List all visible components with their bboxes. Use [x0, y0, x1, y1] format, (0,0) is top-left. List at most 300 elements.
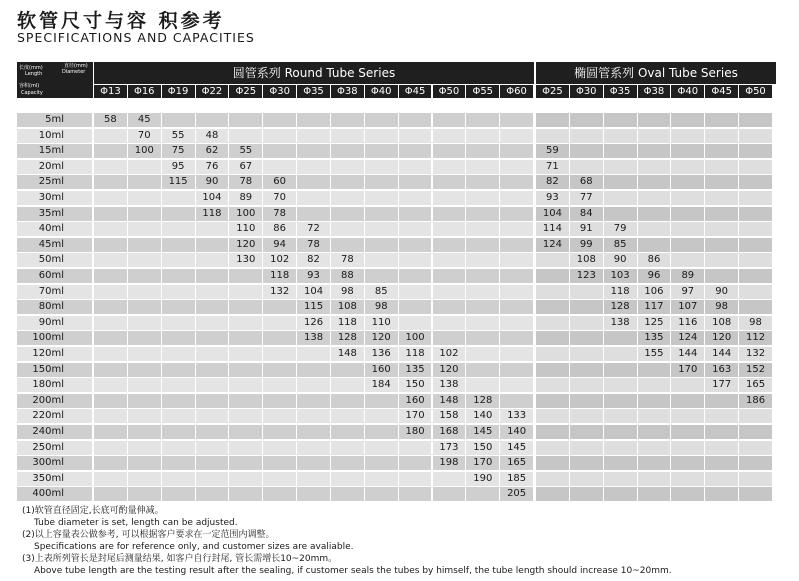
round-value-cell [229, 331, 262, 345]
oval-value-cell [705, 441, 738, 455]
round-value-cell [500, 222, 533, 236]
round-value-cell [229, 394, 262, 408]
table-row [17, 160, 776, 174]
oval-value-cell [638, 487, 671, 501]
round-value-cell [500, 253, 533, 267]
round-value-cell [331, 191, 364, 205]
round-value-cell [263, 300, 296, 314]
round-value-cell [263, 363, 296, 377]
oval-value-cell [536, 472, 569, 486]
round-value-cell: 62 [196, 144, 229, 158]
oval-value-cell [705, 253, 738, 267]
header-length-zh: 长度(mm) [19, 65, 43, 71]
round-value-cell [433, 144, 466, 158]
round-value-cell [162, 253, 195, 267]
round-value-cell: 100 [399, 331, 432, 345]
round-value-cell [196, 347, 229, 361]
round-value-cell [331, 363, 364, 377]
round-value-cell [365, 409, 398, 423]
round-value-cell [297, 191, 330, 205]
round-value-cell [466, 222, 499, 236]
oval-value-cell [570, 441, 603, 455]
oval-value-cell: 90 [604, 253, 637, 267]
round-value-cell [128, 285, 161, 299]
round-value-cell [399, 487, 432, 501]
oval-value-cell: 144 [705, 347, 738, 361]
round-value-cell: 58 [94, 113, 127, 127]
round-value-cell [128, 347, 161, 361]
table-row [17, 207, 776, 221]
oval-value-cell: 128 [604, 300, 637, 314]
round-col-header: Φ35 [297, 85, 330, 98]
round-value-cell [433, 113, 466, 127]
oval-value-cell [671, 160, 704, 174]
round-series-title: 圆管系列 Round Tube Series [232, 66, 396, 80]
round-value-cell [500, 316, 533, 330]
round-value-cell [229, 269, 262, 283]
oval-value-cell: 135 [638, 331, 671, 345]
oval-value-cell: 104 [536, 207, 569, 221]
round-col-header: Φ22 [196, 85, 229, 98]
oval-value-cell: 170 [671, 363, 704, 377]
round-value-cell [433, 269, 466, 283]
round-value-cell: 118 [263, 269, 296, 283]
oval-value-cell [671, 175, 704, 189]
oval-value-cell [604, 394, 637, 408]
round-value-cell [466, 285, 499, 299]
round-value-cell [331, 472, 364, 486]
oval-value-cell [705, 175, 738, 189]
round-value-cell [331, 207, 364, 221]
round-value-cell: 98 [331, 285, 364, 299]
capacity-label: 240ml [17, 425, 92, 439]
oval-value-cell [604, 129, 637, 143]
round-value-cell [128, 425, 161, 439]
oval-value-cell [638, 409, 671, 423]
oval-value-cell [638, 456, 671, 470]
round-value-cell: 198 [433, 456, 466, 470]
round-value-cell [433, 487, 466, 501]
oval-value-cell [570, 409, 603, 423]
round-value-cell [466, 191, 499, 205]
oval-value-cell [570, 316, 603, 330]
round-value-cell [128, 300, 161, 314]
header-length-en: Length [25, 71, 43, 77]
oval-value-cell [536, 316, 569, 330]
oval-value-cell [570, 331, 603, 345]
oval-value-cell [604, 456, 637, 470]
round-value-cell: 82 [297, 253, 330, 267]
oval-value-cell [705, 425, 738, 439]
round-value-cell [128, 487, 161, 501]
oval-value-cell [739, 285, 772, 299]
round-value-cell [263, 378, 296, 392]
round-value-cell: 133 [500, 409, 533, 423]
round-value-cell: 76 [196, 160, 229, 174]
round-value-cell [94, 207, 127, 221]
oval-value-cell: 99 [570, 238, 603, 252]
oval-value-cell: 97 [671, 285, 704, 299]
oval-value-cell [570, 394, 603, 408]
round-value-cell [365, 175, 398, 189]
round-value-cell [399, 129, 432, 143]
round-value-cell [297, 378, 330, 392]
round-value-cell [229, 487, 262, 501]
oval-value-cell [536, 269, 569, 283]
round-value-cell [162, 222, 195, 236]
oval-value-cell [705, 222, 738, 236]
oval-value-cell [536, 441, 569, 455]
round-value-cell [128, 238, 161, 252]
oval-value-cell [671, 253, 704, 267]
round-value-cell [196, 316, 229, 330]
round-value-cell [500, 378, 533, 392]
round-col-header: Φ40 [365, 85, 398, 98]
oval-value-cell: 163 [705, 363, 738, 377]
round-value-cell [94, 316, 127, 330]
round-value-cell [500, 269, 533, 283]
round-value-cell [331, 441, 364, 455]
round-value-cell [94, 253, 127, 267]
round-value-cell [399, 113, 432, 127]
round-value-cell [500, 113, 533, 127]
oval-value-cell [638, 191, 671, 205]
round-value-cell [263, 441, 296, 455]
round-value-cell: 89 [229, 191, 262, 205]
round-value-cell: 93 [297, 269, 330, 283]
oval-value-cell: 144 [671, 347, 704, 361]
round-value-cell [94, 285, 127, 299]
round-value-cell [196, 113, 229, 127]
round-value-cell [297, 363, 330, 377]
round-value-cell [94, 300, 127, 314]
round-value-cell: 78 [229, 175, 262, 189]
round-value-cell [331, 394, 364, 408]
round-value-cell [94, 129, 127, 143]
oval-value-cell [570, 487, 603, 501]
round-value-cell: 55 [162, 129, 195, 143]
round-value-cell [162, 331, 195, 345]
capacity-label: 15ml [17, 144, 92, 158]
oval-value-cell [739, 144, 772, 158]
oval-value-cell [638, 394, 671, 408]
round-value-cell [399, 144, 432, 158]
round-col-header: Φ60 [500, 85, 533, 98]
oval-value-cell: 86 [638, 253, 671, 267]
oval-value-cell: 79 [604, 222, 637, 236]
round-value-cell [365, 456, 398, 470]
oval-value-cell [739, 191, 772, 205]
capacity-label: 60ml [17, 269, 92, 283]
oval-value-cell [671, 238, 704, 252]
round-value-cell [94, 175, 127, 189]
round-value-cell [433, 191, 466, 205]
round-value-cell [433, 129, 466, 143]
round-value-cell: 160 [365, 363, 398, 377]
round-value-cell [433, 253, 466, 267]
round-value-cell [196, 378, 229, 392]
round-value-cell [128, 269, 161, 283]
oval-value-cell: 112 [739, 331, 772, 345]
oval-value-cell [604, 144, 637, 158]
round-value-cell [263, 472, 296, 486]
round-value-cell [128, 472, 161, 486]
round-value-cell: 104 [196, 191, 229, 205]
round-col-header: Φ30 [263, 85, 296, 98]
round-value-cell [399, 441, 432, 455]
round-value-cell [466, 331, 499, 345]
round-value-cell [162, 285, 195, 299]
round-value-cell [297, 129, 330, 143]
oval-value-cell [604, 409, 637, 423]
oval-value-cell [604, 472, 637, 486]
round-value-cell [466, 300, 499, 314]
round-value-cell [196, 487, 229, 501]
round-value-cell [94, 409, 127, 423]
round-value-cell [365, 487, 398, 501]
round-value-cell [128, 175, 161, 189]
round-value-cell [94, 394, 127, 408]
round-value-cell: 72 [297, 222, 330, 236]
oval-value-cell [739, 222, 772, 236]
round-value-cell [433, 222, 466, 236]
capacity-label: 300ml [17, 456, 92, 470]
capacity-label: 20ml [17, 160, 92, 174]
table-header [17, 62, 776, 98]
round-col-header: Φ25 [229, 85, 262, 98]
round-value-cell [466, 269, 499, 283]
note-zh: (3)上表所列管长是封尾后测量结果, 如客户自行封尾, 管长需增长10~20mm。 [22, 554, 338, 564]
table-row [17, 378, 776, 392]
round-value-cell [433, 285, 466, 299]
round-value-cell [263, 316, 296, 330]
round-value-cell [196, 238, 229, 252]
round-value-cell [331, 222, 364, 236]
round-value-cell [128, 160, 161, 174]
round-value-cell [196, 285, 229, 299]
oval-value-cell [536, 378, 569, 392]
round-value-cell: 110 [229, 222, 262, 236]
round-value-cell [500, 129, 533, 143]
round-value-cell [500, 144, 533, 158]
round-col-header: Φ50 [433, 85, 466, 98]
round-value-cell [433, 331, 466, 345]
oval-value-cell [638, 238, 671, 252]
round-value-cell [399, 285, 432, 299]
footnotes [22, 505, 792, 577]
oval-value-cell: 77 [570, 191, 603, 205]
round-col-header: Φ19 [162, 85, 195, 98]
round-value-cell: 120 [365, 331, 398, 345]
oval-value-cell [638, 175, 671, 189]
note-zh: (1)软管直径固定,长底可酌量伸减。 [22, 506, 164, 516]
round-value-cell: 78 [331, 253, 364, 267]
oval-value-cell [604, 331, 637, 345]
round-value-cell [94, 191, 127, 205]
round-value-cell: 140 [466, 409, 499, 423]
oval-value-cell: 84 [570, 207, 603, 221]
round-value-cell: 48 [196, 129, 229, 143]
table-row [17, 409, 776, 423]
round-value-cell [229, 347, 262, 361]
oval-value-cell [671, 113, 704, 127]
round-value-cell: 102 [263, 253, 296, 267]
round-value-cell: 118 [196, 207, 229, 221]
oval-value-cell: 138 [604, 316, 637, 330]
capacity-label: 10ml [17, 129, 92, 143]
round-value-cell [466, 175, 499, 189]
oval-value-cell: 124 [536, 238, 569, 252]
oval-value-cell [671, 409, 704, 423]
round-value-cell [399, 269, 432, 283]
round-value-cell: 185 [500, 472, 533, 486]
round-value-cell: 138 [433, 378, 466, 392]
note-en: Tube diameter is set, length can be adjusted. [34, 518, 238, 528]
oval-value-cell [671, 487, 704, 501]
oval-value-cell: 165 [739, 378, 772, 392]
round-value-cell [263, 394, 296, 408]
round-value-cell [466, 129, 499, 143]
round-value-cell [196, 331, 229, 345]
round-value-cell [128, 191, 161, 205]
oval-value-cell [604, 191, 637, 205]
round-value-cell [128, 394, 161, 408]
oval-value-cell [604, 441, 637, 455]
round-value-cell [162, 347, 195, 361]
oval-col-header: Φ40 [671, 85, 704, 98]
round-value-cell [94, 222, 127, 236]
round-value-cell [365, 113, 398, 127]
oval-value-cell [536, 285, 569, 299]
oval-value-cell: 124 [671, 331, 704, 345]
oval-value-cell: 132 [739, 347, 772, 361]
round-value-cell [500, 347, 533, 361]
oval-value-cell [638, 441, 671, 455]
round-value-cell [297, 487, 330, 501]
oval-value-cell [739, 129, 772, 143]
round-value-cell [128, 207, 161, 221]
note-en: Specifications are for reference only, and customer sizes are avaliable. [34, 542, 354, 552]
round-value-cell [128, 331, 161, 345]
round-value-cell [263, 487, 296, 501]
capacity-label: 120ml [17, 347, 92, 361]
round-value-cell [263, 113, 296, 127]
round-value-cell: 135 [399, 363, 432, 377]
round-value-cell: 88 [331, 269, 364, 283]
round-value-cell [94, 269, 127, 283]
header-capacity-en: Capacity [21, 90, 43, 96]
round-value-cell: 140 [500, 425, 533, 439]
oval-value-cell [739, 472, 772, 486]
capacity-label: 80ml [17, 300, 92, 314]
round-value-cell [500, 300, 533, 314]
round-value-cell [196, 472, 229, 486]
round-value-cell [196, 425, 229, 439]
round-col-header: Φ16 [128, 85, 161, 98]
round-value-cell: 145 [500, 441, 533, 455]
round-value-cell [162, 238, 195, 252]
round-value-cell [297, 347, 330, 361]
round-value-cell [433, 160, 466, 174]
capacity-label: 30ml [17, 191, 92, 205]
round-value-cell: 100 [128, 144, 161, 158]
round-value-cell [229, 316, 262, 330]
round-value-cell: 136 [365, 347, 398, 361]
round-value-cell [365, 441, 398, 455]
oval-value-cell [638, 129, 671, 143]
oval-value-cell [739, 175, 772, 189]
round-value-cell: 173 [433, 441, 466, 455]
round-value-cell [196, 363, 229, 377]
round-value-cell [263, 144, 296, 158]
table-row [17, 347, 776, 361]
oval-value-cell [638, 363, 671, 377]
round-value-cell [433, 300, 466, 314]
capacity-label: 40ml [17, 222, 92, 236]
oval-value-cell [739, 456, 772, 470]
round-value-cell [365, 238, 398, 252]
oval-value-cell [638, 378, 671, 392]
round-value-cell [162, 363, 195, 377]
round-value-cell [162, 425, 195, 439]
capacity-label: 350ml [17, 472, 92, 486]
oval-value-cell [536, 300, 569, 314]
round-value-cell [399, 472, 432, 486]
table-row [17, 129, 776, 143]
round-value-cell [162, 207, 195, 221]
round-value-cell [128, 441, 161, 455]
round-value-cell: 205 [500, 487, 533, 501]
table-row [17, 487, 776, 501]
round-value-cell [162, 441, 195, 455]
round-value-cell [399, 238, 432, 252]
round-value-cell [500, 363, 533, 377]
round-value-cell: 130 [229, 253, 262, 267]
round-value-cell [331, 144, 364, 158]
round-value-cell [162, 487, 195, 501]
oval-value-cell [638, 160, 671, 174]
round-value-cell [331, 129, 364, 143]
oval-value-cell [739, 160, 772, 174]
table-row [17, 175, 776, 189]
round-value-cell: 104 [297, 285, 330, 299]
round-value-cell [263, 129, 296, 143]
round-value-cell [229, 113, 262, 127]
round-value-cell: 158 [433, 409, 466, 423]
oval-value-cell: 116 [671, 316, 704, 330]
round-col-header: Φ38 [331, 85, 364, 98]
round-value-cell [229, 409, 262, 423]
round-value-cell: 128 [466, 394, 499, 408]
oval-value-cell [536, 425, 569, 439]
round-value-cell [466, 144, 499, 158]
round-value-cell [399, 160, 432, 174]
header-diameter-zh: 直径(mm) [64, 63, 88, 69]
round-value-cell [399, 456, 432, 470]
round-value-cell: 102 [433, 347, 466, 361]
capacity-label: 180ml [17, 378, 92, 392]
oval-value-cell: 186 [739, 394, 772, 408]
round-value-cell [500, 331, 533, 345]
oval-value-cell [739, 269, 772, 283]
oval-value-cell [536, 456, 569, 470]
round-value-cell [196, 441, 229, 455]
oval-value-cell [536, 409, 569, 423]
round-value-cell [365, 394, 398, 408]
round-value-cell [162, 378, 195, 392]
round-value-cell: 120 [229, 238, 262, 252]
round-value-cell: 150 [399, 378, 432, 392]
